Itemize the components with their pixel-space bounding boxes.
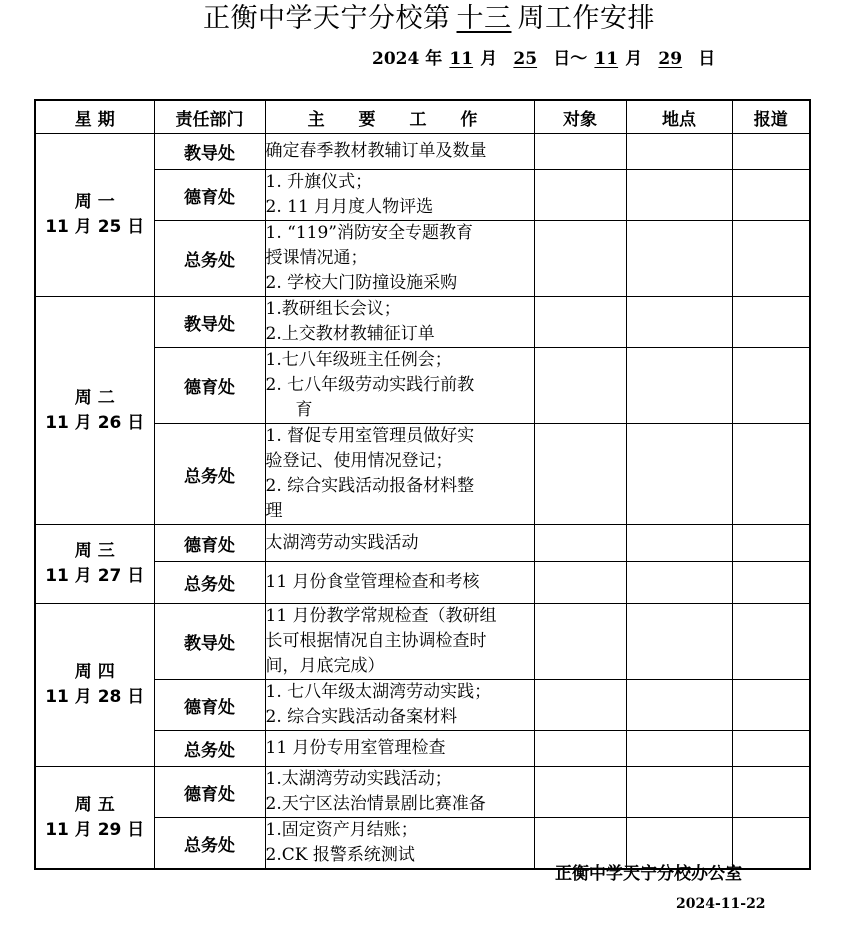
location-cell — [626, 170, 732, 221]
header-main-work: 主 要 工 作 — [265, 100, 534, 134]
department-cell: 教导处 — [154, 134, 265, 170]
target-cell — [534, 767, 626, 818]
header-report: 报道 — [732, 100, 810, 134]
start-day-char: 日 — [553, 49, 571, 69]
report-cell — [732, 680, 810, 731]
footer-org: 正衡中学天宁分校办公室 — [555, 864, 742, 884]
title-suffix: 周工作安排 — [517, 3, 655, 34]
work-line: 11 月份教学常规检查（教研组 — [265, 606, 497, 626]
location-cell — [626, 604, 732, 680]
table-row — [35, 297, 810, 348]
report-cell — [732, 562, 810, 604]
work-line: 2. 综合实践活动报备材料整 — [265, 476, 475, 496]
header-row — [35, 100, 810, 134]
work-cell — [265, 221, 534, 297]
work-line: 2.天宁区法治情景剧比赛准备 — [265, 794, 486, 814]
weekday-label: 周 二 — [74, 387, 115, 408]
header-department: 责任部门 — [154, 100, 265, 134]
department-cell: 德育处 — [154, 767, 265, 818]
report-cell — [732, 348, 810, 424]
department-cell: 总务处 — [154, 562, 265, 604]
work-line: 2.上交教材教辅征订单 — [265, 324, 435, 344]
work-line: 1.教研组长会议； — [265, 299, 401, 319]
week-number: 十三 — [456, 3, 512, 34]
work-line: 1. 七八年级太湖湾劳动实践； — [265, 682, 492, 702]
location-cell — [626, 297, 732, 348]
location-cell — [626, 221, 732, 297]
target-cell — [534, 170, 626, 221]
table-row — [35, 767, 810, 818]
department-cell: 教导处 — [154, 604, 265, 680]
work-line: 11 月份专用室管理检查 — [265, 738, 446, 758]
work-cell — [265, 134, 534, 170]
target-cell — [534, 221, 626, 297]
work-line: 确定春季教材教辅订单及数量 — [265, 141, 487, 161]
weekday-cell — [35, 297, 154, 525]
department-cell: 总务处 — [154, 731, 265, 767]
work-cell — [265, 818, 534, 870]
start-month: 11 — [449, 49, 474, 69]
report-cell — [732, 525, 810, 562]
work-line: 长可根据情况自主协调检查时 — [265, 631, 487, 651]
work-line: 1. “119”消防安全专题教育 — [265, 223, 473, 243]
weekday-date: 11 月 27 日 — [45, 566, 145, 586]
work-line: 育 — [295, 400, 313, 420]
report-cell — [732, 818, 810, 870]
work-line: 1. 督促专用室管理员做好实 — [265, 426, 475, 446]
work-line: 验登记、使用情况登记； — [265, 451, 453, 471]
year: 2024 — [372, 49, 420, 69]
work-cell — [265, 424, 534, 525]
end-day: 29 — [658, 49, 683, 69]
location-cell — [626, 767, 732, 818]
department-cell: 德育处 — [154, 170, 265, 221]
weekday-label: 周 一 — [74, 192, 115, 212]
footer-date: 2024-11-22 — [676, 896, 766, 912]
department-cell: 总务处 — [154, 221, 265, 297]
department-cell: 总务处 — [154, 424, 265, 525]
work-cell — [265, 525, 534, 562]
table-row — [35, 604, 810, 680]
target-cell — [534, 348, 626, 424]
table-row — [35, 525, 810, 562]
work-line: 理 — [265, 501, 283, 521]
location-cell — [626, 525, 732, 562]
department-cell: 总务处 — [154, 818, 265, 870]
work-line: 1.固定资产月结账； — [265, 820, 418, 840]
target-cell — [534, 680, 626, 731]
header-location: 地点 — [626, 100, 732, 134]
work-cell — [265, 297, 534, 348]
work-line: 1.太湖湾劳动实践活动； — [265, 769, 452, 789]
target-cell — [534, 562, 626, 604]
report-cell — [732, 424, 810, 525]
work-line: 1.七八年级班主任例会； — [265, 350, 452, 370]
weekday-label: 周 三 — [74, 541, 115, 561]
weekday-label: 周 四 — [74, 662, 115, 682]
end-month: 11 — [594, 49, 619, 69]
work-line: 2. 七八年级劳动实践行前教 — [265, 375, 475, 395]
work-cell — [265, 170, 534, 221]
weekday-cell — [35, 767, 154, 870]
weekday-date: 11 月 26 日 — [45, 412, 145, 433]
work-cell — [265, 348, 534, 424]
department-cell: 德育处 — [154, 348, 265, 424]
report-cell — [732, 170, 810, 221]
title-prefix: 正衡中学天宁分校第 — [203, 3, 451, 34]
weekday-cell — [35, 604, 154, 767]
weekday-date: 11 月 29 日 — [45, 819, 145, 840]
target-cell — [534, 297, 626, 348]
work-cell — [265, 767, 534, 818]
weekday-cell — [35, 525, 154, 604]
work-cell — [265, 680, 534, 731]
work-line: 1. 升旗仪式； — [265, 172, 373, 192]
start-day: 25 — [513, 49, 538, 69]
target-cell — [534, 424, 626, 525]
location-cell — [626, 562, 732, 604]
table-row — [35, 134, 810, 170]
work-line: 太湖湾劳动实践活动 — [265, 532, 419, 553]
target-cell — [534, 604, 626, 680]
target-cell — [534, 134, 626, 170]
work-line: 11 月份食堂管理检查和考核 — [265, 572, 480, 592]
department-cell: 教导处 — [154, 297, 265, 348]
work-cell — [265, 604, 534, 680]
target-cell — [534, 525, 626, 562]
report-cell — [732, 604, 810, 680]
weekday-label: 周 五 — [74, 794, 115, 815]
weekday-cell — [35, 134, 154, 297]
weekday-date: 11 月 25 日 — [45, 217, 145, 237]
work-line: 2. 学校大门防撞设施采购 — [265, 273, 458, 293]
year-char: 年 — [425, 49, 443, 69]
work-line: 2. 11 月月度人物评选 — [265, 197, 434, 217]
end-day-char: 日 — [698, 49, 716, 69]
location-cell — [626, 348, 732, 424]
work-cell — [265, 562, 534, 604]
department-cell: 德育处 — [154, 680, 265, 731]
work-line: 2. 综合实践活动备案材料 — [265, 707, 458, 727]
schedule-table — [34, 99, 811, 870]
work-line: 2.CK 报警系统测试 — [265, 845, 415, 865]
target-cell — [534, 731, 626, 767]
department-cell: 德育处 — [154, 525, 265, 562]
report-cell — [732, 767, 810, 818]
report-cell — [732, 731, 810, 767]
end-month-char: 月 — [625, 49, 643, 69]
date-range — [372, 48, 715, 70]
work-line: 授课情况通； — [265, 248, 368, 268]
location-cell — [626, 731, 732, 767]
header-target: 对象 — [534, 100, 626, 134]
weekday-date: 11 月 28 日 — [45, 687, 145, 707]
report-cell — [732, 221, 810, 297]
report-cell — [732, 134, 810, 170]
start-month-char: 月 — [480, 49, 498, 69]
report-cell — [732, 297, 810, 348]
work-cell — [265, 731, 534, 767]
schedule-body — [35, 134, 810, 870]
location-cell — [626, 680, 732, 731]
date-separator: ～ — [570, 49, 588, 69]
header-weekday: 星 期 — [35, 100, 154, 134]
location-cell — [626, 134, 732, 170]
location-cell — [626, 424, 732, 525]
page-title — [0, 2, 858, 36]
work-line: 间，月底完成） — [265, 656, 385, 676]
